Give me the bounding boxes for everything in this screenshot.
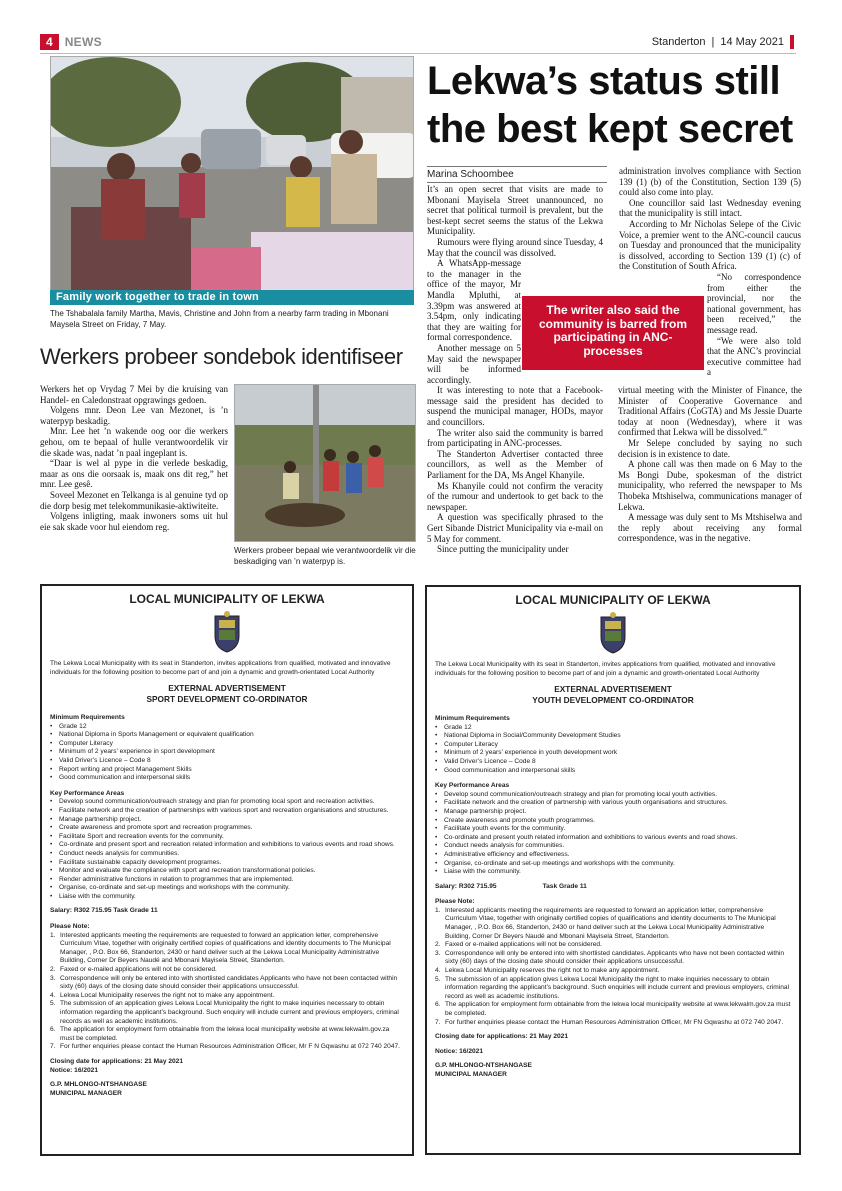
list-item: 3. Correspondence will only be entered into with shortlisted candidates. Applicants who have not been contacted within sixty (60) days of the closing date should consider their applications unsuccessful. bbox=[435, 949, 785, 966]
ad-title: LOCAL MUNICIPALITY OF LEKWA bbox=[515, 593, 711, 607]
paragraph: Soveel Mezonet en Telkanga is al genuine tyd op die dorp besig met telekommunikasie-aktiwiteite. bbox=[40, 489, 228, 511]
ad-closing-date: Closing date for applications: 21 May 2021 bbox=[50, 1057, 184, 1065]
paragraph: Rumours were flying around since Tuesday, 4 May that the council was dissolved. bbox=[427, 236, 603, 258]
note-text: Faxed or e-mailed applications will not be considered. bbox=[445, 941, 602, 949]
note-text: Correspondence will only be entered into with shortlisted candidates. Applicants who have not been contacted within sixty (60) days of the closing date should consider their applications unsuccessful. bbox=[445, 949, 785, 966]
paragraph: A WhatsApp-message to the manager in the office of the mayor, Mr Mandla Mpluthi, at 3.39pm was answered at 3.54pm, only indicating that they are waiting for formal correspondence. bbox=[427, 258, 521, 343]
paragraph: virtual meeting with the Minister of Finance, the Minister of Cooperative Governance and Traditional Affairs (CoGTA) and Ms Jessie Duarte today at noon (Wednesday), where it was confirmed that Lekwa will be dissolved.” bbox=[618, 385, 802, 438]
list-item: 4. Lekwa Local Municipality reserves the right not to make any appointment. bbox=[50, 991, 275, 999]
ad-signatory: G.P. MHLONGO-NTSHANGASE bbox=[50, 1081, 147, 1089]
job-ad-youth-development bbox=[425, 585, 801, 1155]
ad-kpa-heading: Key Performance Areas bbox=[435, 782, 510, 790]
list-item: • Co-ordinate and present sport and recreation related information and exhibitions to various events and road shows. bbox=[50, 841, 404, 850]
list-item: 7. For further enquiries please contact the Human Resources Administration Officer, Mr F N Gqwashu at 072 740 2047. bbox=[50, 1043, 400, 1051]
page-number: 4 bbox=[40, 34, 59, 50]
list-item: 2. Faxed or e-mailed applications will not be considered. bbox=[50, 966, 217, 974]
list-item: • Computer Literacy bbox=[435, 741, 791, 750]
note-text: The submission of an application gives Lekwa Local Municipality the right to make inquiries necessary to obtain information regarding the applicant’s background. Such enquiries will include current and previous employers, criminal record as well as academic institutions. bbox=[445, 975, 790, 1000]
list-item: • Develop sound communication/outreach strategy and plan for promoting local youth activities. bbox=[435, 791, 791, 800]
photo-caption-title: Family work together to trade in town bbox=[50, 290, 414, 305]
job-ad-sport-development bbox=[40, 584, 414, 1156]
ad-type: EXTERNAL ADVERTISEMENT bbox=[168, 683, 286, 694]
paragraph: A question was specifically phrased to the Gert Sibande District Municipality via e-mail on 5 May for comment. bbox=[427, 512, 603, 544]
section-label: NEWS bbox=[64, 35, 102, 49]
ad-note-heading: Please Note: bbox=[50, 923, 90, 931]
paragraph: A message was duly sent to Ms Mtshiselwa and the reply about receiving any formal correspondence, was in the negative. bbox=[618, 512, 802, 544]
list-item: • Good communication and interpersonal skills bbox=[435, 767, 791, 776]
list-item: 2. Faxed or e-mailed applications will not be considered. bbox=[435, 941, 602, 949]
ad-min-list bbox=[50, 723, 404, 783]
list-item: • Develop sound communication/outreach strategy and plan for promoting local sport and recreation activities. bbox=[50, 798, 404, 807]
issue-date: 14 May 2021 bbox=[720, 36, 784, 48]
paragraph: Volgens mnr. Deon Lee van Mezonet, is ’n waterpyp beskadig. bbox=[40, 405, 228, 426]
list-item: • Report writing and project Management Skills bbox=[50, 766, 404, 775]
list-item: • Liaise with the community. bbox=[50, 893, 404, 902]
list-item: 1. Interested applicants meeting the requirements are requested to forward an application letter, comprehensive Curriculum Vitae, together with originally certified copies of qualifications and identity documents to The Municipal Manager, , P.O. Box 66, Standerton, 2430 or hand deliver such at the Lekwa Local Municipality Administrative Building, Corner Dr Beyers Naudé and Mbonani Mayisela Street, Standerton. bbox=[50, 931, 391, 965]
paragraph: One councillor said last Wednesday evening that the municipality is still intact. bbox=[619, 197, 801, 219]
ad-kpa-heading: Key Performance Areas bbox=[50, 789, 125, 797]
list-item: • Grade 12 bbox=[50, 723, 404, 732]
list-item: • Grade 12 bbox=[435, 724, 791, 733]
ad-salary: Salary: R302 715.95 bbox=[435, 882, 497, 890]
photo-caption: The Tshabalala family Martha, Mavis, Christine and John from a nearby farm trading in Mbonani Maysela Street on Friday, 7 May. bbox=[50, 309, 389, 329]
header-rule bbox=[40, 53, 796, 54]
note-text: Interested applicants meeting the requirements are requested to forward an application letter, comprehensive Curriculum Vitae, together with originally certified copies of qualifications and identity documents to The Municipal Manager, , P.O. Box 66, Standerton, 2430 or hand deliver such at the Lekwa Local Municipality Administrative Building, Corner Dr Beyers Naudé and Mbonani Mayisela Street, Standerton. bbox=[445, 906, 776, 940]
ad-notice: Notice: 16/2021 bbox=[50, 1066, 99, 1074]
note-text: The application for employment form obtainable from the lekwa local municipality website at www.lekwalm.gov.za must be completed. bbox=[60, 1026, 390, 1042]
ad-min-list bbox=[435, 724, 791, 776]
ad-signatory-title: MUNICIPAL MANAGER bbox=[435, 1070, 507, 1078]
paragraph: The writer also said the community is barred from participating in ANC-processes. bbox=[427, 427, 603, 449]
list-item: • Organise, co-ordinate and set-up meetings and workshops with the community. bbox=[435, 860, 791, 869]
ad-signatory: G.P. MHLONGO-NTSHANGASE bbox=[435, 1062, 532, 1070]
ad-type: EXTERNAL ADVERTISEMENT bbox=[554, 684, 672, 695]
paragraph: The Standerton Advertiser contacted three councillors, as well as the Member of Parliament for the DA, Ms Angel Khanyile. bbox=[427, 448, 603, 481]
list-item: • National Diploma in Social/Community Development Studies bbox=[435, 732, 791, 741]
article2-body bbox=[40, 384, 228, 532]
header-separator: | bbox=[711, 36, 715, 48]
paragraph: Werkers het op Vrydag 7 Mei by die kruising van Handel- en Caledonstraat opgrawings gedoen. bbox=[40, 384, 228, 405]
list-item: 1. Interested applicants meeting the requirements are requested to forward an application letter, comprehensive Curriculum Vitae, together with originally certified copies of qualifications and identity documents to The Municipal Manager, , P.O. Box 66, Standerton, 2430 or hand deliver such at the Lekwa Local Municipality Administrative Building, Corner Dr Beyers Naudé and Mbonani Mayisela Street, Standerton. bbox=[435, 906, 776, 940]
workers-photo bbox=[234, 384, 416, 542]
list-item: 6. The application for employment form obtainable from the lekwa local municipality website at www.lekwalm.gov.za must be completed. bbox=[435, 1001, 791, 1017]
ad-position: YOUTH DEVELOPMENT CO-ORDINATOR bbox=[532, 694, 694, 705]
list-item: • Conduct needs analysis for communities. bbox=[50, 850, 404, 859]
list-item: • Create awareness and promote sport and recreation programmes. bbox=[50, 824, 404, 833]
ad-notes-list bbox=[50, 932, 404, 1052]
list-item: • Manage partnership project. bbox=[435, 808, 791, 817]
list-item: • Minimum of 2 years’ experience in youth development work bbox=[435, 749, 791, 758]
ad-min-heading: Minimum Requirements bbox=[50, 714, 125, 721]
paragraph: Since putting the municipality under bbox=[437, 544, 569, 555]
list-item: • Good communication and interpersonal skills bbox=[50, 774, 404, 783]
paragraph: It was interesting to note that a Facebook-message said the president has decided to suspend the municipal manager, HODs, mayor and councillors. bbox=[427, 385, 603, 428]
article2-headline: Werkers probeer sondebok identifiseer bbox=[40, 344, 403, 369]
paragraph: It’s an open secret that visits are made to Mbonani Mayisela Street unannounced, no secret that political turmoil is prevalent, but the best-kept secret seems the status of the Lekwa Municipality. bbox=[427, 184, 603, 237]
note-text: The submission of an application gives Lekwa Local Municipality the right to make inquiries necessary to obtain information regarding the applicant’s background. Such enquiry will include current and previous employers, criminal records as well as academic institutions. bbox=[60, 1000, 399, 1025]
note-text: For further enquiries please contact the Human Resources Administration Officer, Mr F N Gqwashu at 072 740 2047. bbox=[60, 1043, 400, 1051]
note-text: Interested applicants meeting the requirements are requested to forward an application letter, comprehensive Curriculum Vitae, together with originally certified copies of qualifications and identity documents to The Municipal Manager, , P.O. Box 66, Standerton, 2430 or hand deliver such at the Lekwa Local Municipality Administrative Building, Corner Dr Beyers Naudé and Mbonani Mayisela Street, Standerton. bbox=[60, 931, 391, 965]
workers-photo-caption: Werkers probeer bepaal wie verantwoordelik vir die beskadiging van ’n waterpyp is. bbox=[234, 546, 416, 566]
list-item: • Computer Literacy bbox=[50, 740, 404, 749]
ad-title: LOCAL MUNICIPALITY OF LEKWA bbox=[129, 592, 325, 606]
ad-notes-list bbox=[435, 907, 791, 1027]
ad-intro: The Lekwa Local Municipality with its seat in Standerton, invites applications from qualified, motivated and innovative individuals for the following position to become part of and join a dynamic and growth-orientated Local Authority bbox=[50, 660, 391, 676]
list-item: • Liaise with the community. bbox=[435, 868, 791, 877]
list-item: 5. The submission of an application gives Lekwa Local Municipality the right to make inquiries necessary to obtain information regarding the applicant’s background. Such enquiries will include current and previous employers, criminal record as well as academic institutions. bbox=[435, 975, 790, 1000]
page-header-right bbox=[652, 35, 794, 49]
page-header-left bbox=[40, 34, 102, 50]
note-text: Lekwa Local Municipality reserves the right not to make any appointment. bbox=[445, 967, 660, 975]
ad-task-grade: Task Grade 11 bbox=[542, 882, 587, 890]
list-item: 6. The application for employment form obtainable from the lekwa local municipality website at www.lekwalm.gov.za must be completed. bbox=[50, 1026, 390, 1042]
article-column-3 bbox=[618, 385, 802, 544]
note-text: Lekwa Local Municipality reserves the right not to make any appointment. bbox=[60, 991, 275, 999]
list-item: • Valid Driver’s Licence – Code 8 bbox=[435, 758, 791, 767]
ad-closing-date: Closing date for applications: 21 May 2021 bbox=[435, 1033, 569, 1041]
ad-intro: The Lekwa Local Municipality with its seat in Standerton, invites applications from qualified, motivated and innovative individuals for the following position to become part of and join a dynamic and growth-orientated Local Authority bbox=[435, 661, 776, 677]
list-item: • Manage partnership project. bbox=[50, 816, 404, 825]
ad-signatory-title: MUNICIPAL MANAGER bbox=[50, 1089, 122, 1097]
ad-position: SPORT DEVELOPMENT CO-ORDINATOR bbox=[146, 693, 308, 704]
list-item: • Co-ordinate and present youth related information and exhibitions to various events and road shows. bbox=[435, 834, 791, 843]
note-text: The application for employment form obtainable from the lekwa local municipality website at www.lekwalm.gov.za must be completed. bbox=[445, 1001, 791, 1017]
list-item: • Facilitate Sport and recreation events for the community. bbox=[50, 833, 404, 842]
note-text: For further enquiries please contact the Human Resources Administration Officer, Mr FN Gqwashu at 072 740 2047. bbox=[445, 1018, 784, 1026]
list-item: 5. The submission of an application gives Lekwa Local Municipality the right to make inquiries necessary to obtain information regarding the applicant’s background. Such enquiry will include current and previous employers, criminal records as well as academic institutions. bbox=[50, 1000, 399, 1025]
ad-min-heading: Minimum Requirements bbox=[435, 715, 510, 722]
list-item: 3. Correspondence will only be entered into with shortlisted candidates Applicants who have not been contacted within sixty (60) days of the closing date should consider their applications unsuccessful. bbox=[50, 974, 398, 991]
paper-name: Standerton bbox=[651, 36, 706, 48]
paragraph: “We were also told that the ANC’s provincial executive committee had a bbox=[707, 335, 801, 378]
list-item: • Render administrative functions in relation to programmes that are implemented. bbox=[50, 876, 404, 885]
paragraph: According to Mr Nicholas Selepe of the Civic Voice, a premier went to the ANC-council caucus on Tuesday and pronounced that the municipality is dissolved, according to Section 139 (1) (c) of the Constitution of South Africa. bbox=[619, 218, 801, 272]
paragraph: administration involves compliance with Section 139 (1) (b) of the Constitution, Section 139 (5) could also come into play. bbox=[619, 166, 801, 198]
list-item: • Facilitate network and the creation of partnership with various youth organisations and structures. bbox=[435, 799, 791, 808]
municipal-crest-icon bbox=[597, 611, 629, 655]
note-text: Faxed or e-mailed applications will not be considered. bbox=[60, 966, 217, 974]
ad-salary: Salary: R302 715.95 Task Grade 11 bbox=[50, 907, 158, 915]
paragraph: Mr Selepe concluded by saying no such decision is in existence to date. bbox=[618, 437, 802, 459]
ad-notice: Notice: 16/2021 bbox=[435, 1047, 484, 1055]
article-byline: Marina Schoombee bbox=[427, 166, 607, 183]
list-item: • Administrative efficiency and effectiveness. bbox=[435, 851, 791, 860]
article-headline: Lekwa’s status still the best kept secret bbox=[427, 59, 793, 151]
list-item: 4. Lekwa Local Municipality reserves the right not to make any appointment. bbox=[435, 967, 660, 975]
family-traders-photo bbox=[50, 56, 414, 291]
list-item: • Facilitate network and the creation of partnerships with various sport and recreation organisations and structures. bbox=[50, 807, 404, 816]
note-text: Correspondence will only be entered into with shortlisted candidates Applicants who have not been contacted within sixty (60) days of the closing date should consider their applications unsuccessful. bbox=[60, 974, 398, 991]
header-accent-bar bbox=[790, 35, 794, 49]
list-item: • Create awareness and promote youth programmes. bbox=[435, 817, 791, 826]
paragraph: Volgens inligting, maak inwoners soms uit hul eie sak skade voor hul eiendom reg. bbox=[40, 511, 228, 532]
pull-quote: The writer also said the community is barred from participating in ANC-processes bbox=[522, 296, 704, 370]
list-item: 7. For further enquiries please contact the Human Resources Administration Officer, Mr FN Gqwashu at 072 740 2047. bbox=[435, 1018, 784, 1026]
paragraph: “No correspondence from either the provincial, nor the national government, has been received,” the message read. bbox=[707, 271, 801, 335]
municipal-crest-icon bbox=[211, 610, 243, 654]
ad-note-heading: Please Note: bbox=[435, 898, 475, 906]
list-item: • Minimum of 2 years’ experience in sport development bbox=[50, 748, 404, 757]
list-item: • Facilitate sustainable capacity development programes. bbox=[50, 859, 404, 868]
paragraph: A phone call was then made on 6 May to the Ms Bongi Dube, spokesman of the district municipality, who referred the newspaper to Ms Thobeka Mtshiselwa, communications manager of Lekwa. bbox=[618, 459, 802, 512]
list-item: • Organise, co-ordinate and set-up meetings and workshops with the community. bbox=[50, 884, 404, 893]
list-item: • Facilitate youth events for the community. bbox=[435, 825, 791, 834]
ad-kpa-list bbox=[435, 791, 791, 877]
list-item: • Valid Driver’s Licence – Code 8 bbox=[50, 757, 404, 766]
list-item: • Monitor and evaluate the compliance with sport and recreation transformational policies. bbox=[50, 867, 404, 876]
list-item: • National Diploma in Sports Management or equivalent qualification bbox=[50, 731, 404, 740]
ad-salary-row bbox=[435, 883, 791, 892]
list-item: • Conduct needs analysis for communities. bbox=[435, 842, 791, 851]
ad-kpa-list bbox=[50, 798, 404, 901]
paragraph: Another message on 5 May said the newspaper will be informed accordingly. bbox=[427, 342, 521, 385]
paragraph: Ms Khanyile could not confirm the veracity of the rumour and undertook to get back to the newspaper. bbox=[427, 480, 603, 512]
paragraph: Mnr. Lee het ’n wakende oog oor die werkers gehou, om te bepaal of hulle verantwoordelik vir die skade was, nadat ’n paal ingeplant is. bbox=[40, 426, 228, 458]
paragraph: “Daar is wel al pype in die verlede beskadig, maar as ons die oorsaak is, maak ons dit reg,” het mnr. Lee gesê. bbox=[40, 458, 228, 490]
